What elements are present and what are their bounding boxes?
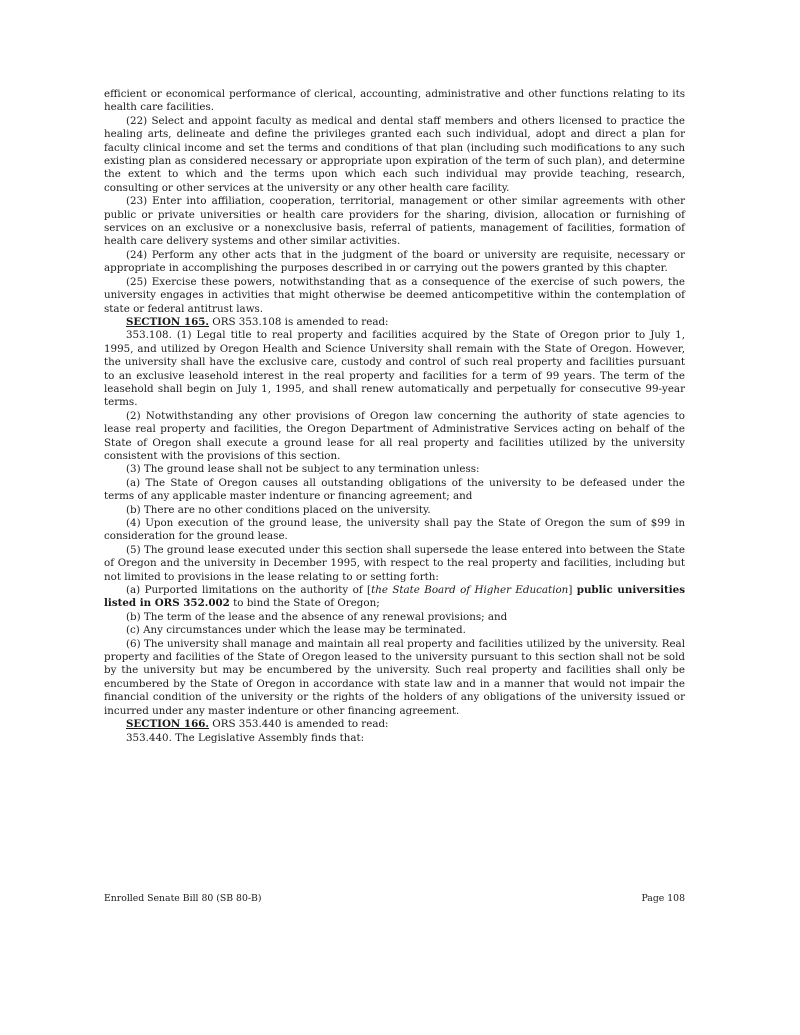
section-166-text: ORS 353.440 is amended to read: xyxy=(209,718,389,731)
para-5a-bracket: ] xyxy=(568,584,577,597)
para-5a-deleted-text: the State Board of Higher Education xyxy=(371,584,569,597)
footer-page-number: Page 108 xyxy=(641,893,685,904)
footer-bill-title: Enrolled Senate Bill 80 (SB 80-B) xyxy=(104,893,262,904)
document-body xyxy=(104,88,685,745)
paragraph: efficient or economical performance of clerical, accounting, administrative and other functions relating to its health care facilities. xyxy=(104,88,685,114)
section-165-heading: SECTION 165. xyxy=(126,315,210,328)
para-5a-inserted-text: public universities listed in ORS 352.002 xyxy=(104,584,686,610)
para-5a-after: to bind the State of Oregon; xyxy=(229,597,380,610)
paragraph: (6) The university shall manage and maintain all real property and facilities utilized by the university. Real property and facilities of the State of Oregon leased to the university pursuant to this section shall not be sold by the university but may be encumbered by the university. Such real property and facilities shall only be encumbered by the State of Oregon in accordance with state law and in a manner that would not impair the financial condition of the university or the rights of the holders of any obligations of the university issued or incurred under any master indenture or other financing agreement. xyxy=(104,637,685,717)
section-166-heading: SECTION 166. xyxy=(126,718,210,731)
paragraph: (25) Exercise these powers, notwithstanding that as a consequence of the exercise of such powers, the university engages in activities that might otherwise be deemed anticompetitive within the contemplation of state or federal antitrust laws. xyxy=(104,275,685,315)
paragraph: (24) Perform any other acts that in the judgment of the board or university are requisite, necessary or appropriate in accomplishing the purposes described in or carrying out the powers granted by this chapter. xyxy=(104,248,685,275)
paragraph: (b) The term of the lease and the absence of any renewal provisions; and xyxy=(126,610,508,623)
paragraph: (a) The State of Oregon causes all outstanding obligations of the university to be defeased under the terms of any applicable master indenture or financing agreement; and xyxy=(104,476,685,503)
paragraph: (b) There are no other conditions placed on the university. xyxy=(126,503,431,516)
paragraph: 353.108. (1) Legal title to real property and facilities acquired by the State of Oregon prior to July 1, 1995, and utilized by Oregon Health and Science University shall remain with the State of Oregon. However, the university shall have the exclusive care, custody and control of such real property and facilities pursuant to an exclusive leasehold interest in the real property and facilities for a term of 99 years. The term of the leasehold shall begin on July 1, 1995, and shall renew automatically and perpetually for consecutive 99-year terms. xyxy=(104,329,685,409)
last-line: 353.440. The Legislative Assembly finds that: xyxy=(126,731,365,744)
para-5a-before: (a) Purported limitations on the authority of [ xyxy=(126,584,372,597)
paragraph-group-2 xyxy=(104,329,685,584)
paragraph: (3) The ground lease shall not be subject to any termination unless: xyxy=(126,463,480,476)
paragraph: (23) Enter into affiliation, cooperation, territorial, management or other similar agreements with other public or private universities or health care providers for the sharing, division, allocation or furnishing of services on an exclusive or a nonexclusive basis, referral of patients, management of facilities, formation of health care delivery systems and other similar activities. xyxy=(104,195,685,248)
paragraph: (5) The ground lease executed under this section shall supersede the lease entered into between the State of Oregon and the university in December 1995, with respect to the real property and facilities, including but not limited to provisions in the lease relating to or setting forth: xyxy=(104,543,685,583)
section-165-line xyxy=(104,316,685,329)
paragraph-5a xyxy=(104,584,685,611)
section-166-line xyxy=(104,718,685,731)
paragraph-group-1 xyxy=(104,88,685,316)
page-footer xyxy=(104,893,685,904)
paragraph: (22) Select and appoint faculty as medical and dental staff members and others licensed to practice the healing arts, delineate and define the privileges granted each such individual, adopt and direct a plan for faculty clinical income and set the terms and conditions of that plan (including such modifications to any such existing plan as considered necessary or appropriate upon expiration of the term of such plan), and determine the extent to which and the terms upon which each such individual may provide teaching, research, consulting or other services at the university or any other health care facility. xyxy=(104,114,685,194)
paragraph-group-3 xyxy=(104,611,685,718)
section-165-text: ORS 353.108 is amended to read: xyxy=(209,315,389,328)
paragraph: (c) Any circumstances under which the lease may be terminated. xyxy=(126,624,466,637)
paragraph: (4) Upon execution of the ground lease, the university shall pay the State of Oregon the sum of $99 in consideration for the ground lease. xyxy=(104,517,685,543)
paragraph: (2) Notwithstanding any other provisions of Oregon law concerning the authority of state agencies to lease real property and facilities, the Oregon Department of Administrative Services acting on behalf of the State of Oregon shall execute a ground lease for all real property and facilities utilized by the university consistent with the provisions of this section. xyxy=(104,409,685,462)
